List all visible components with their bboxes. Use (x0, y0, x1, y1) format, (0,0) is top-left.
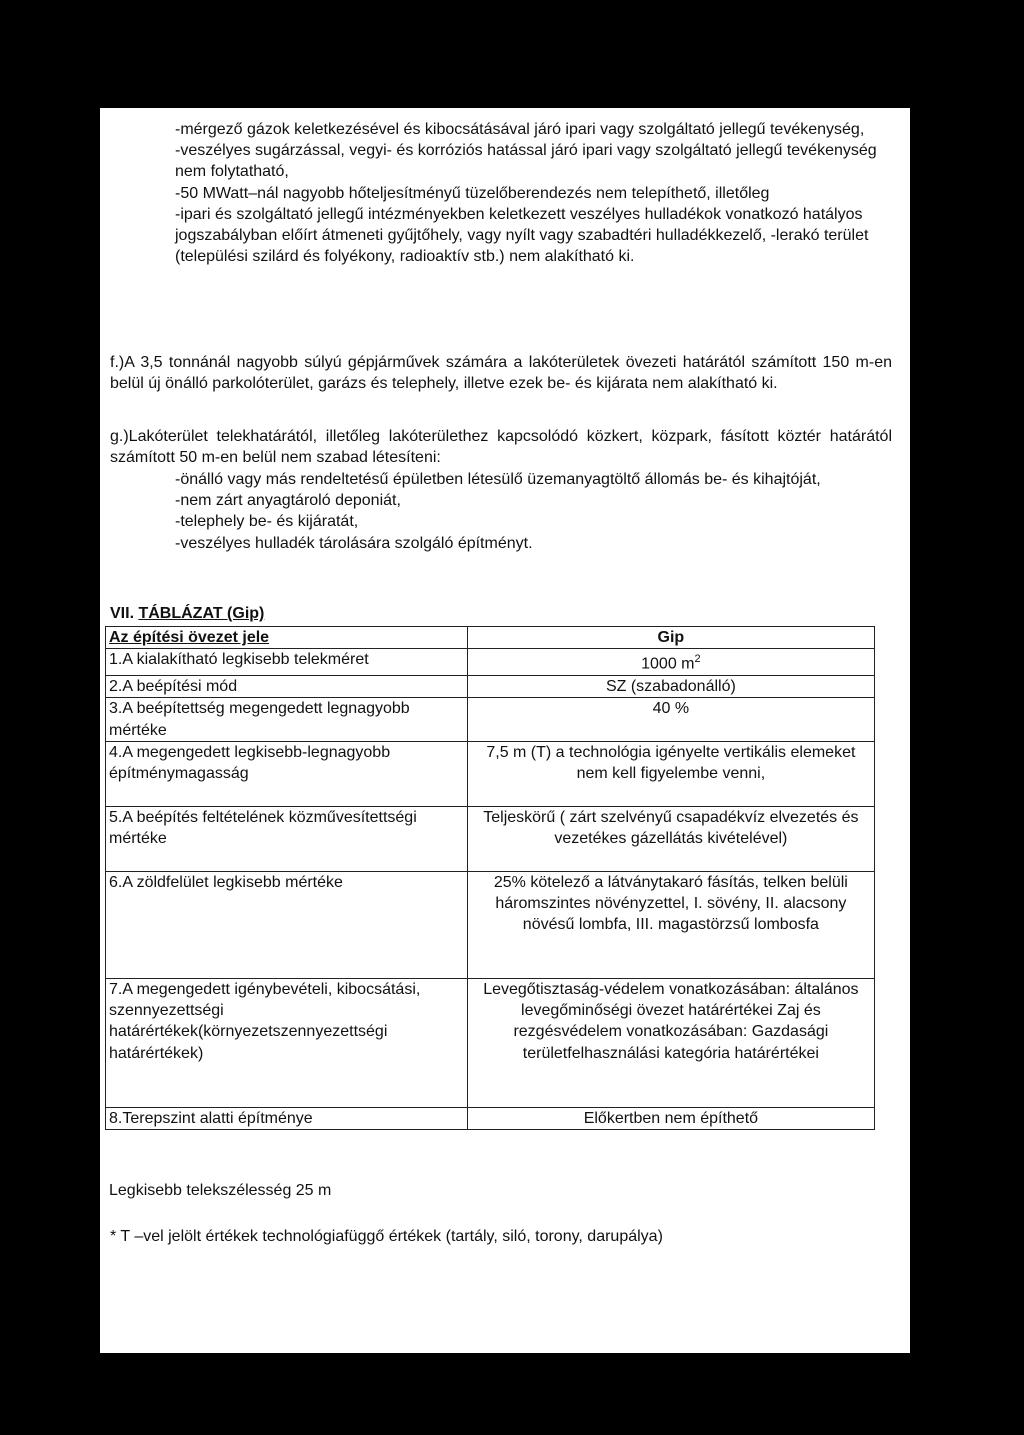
table-heading-number: VII. (110, 605, 135, 622)
table-row (106, 698, 875, 742)
list-item: -önálló vagy más rendeltetésű épületben létesülő üzemanyagtöltő állomás be- és kihajtóját, (175, 471, 821, 488)
prohibited-list (175, 469, 895, 554)
paragraph-f: f.)A 3,5 tonnánál nagyobb súlyú gépjárművek számára a lakóterületek övezeti határától számított 150 m-en belül új önálló parkolóterület, garázs és telephely, illetve ezek be- és kijárata nem alakítható ki. (110, 354, 892, 393)
list-item: -50 MWatt–nál nagyobb hőteljesítményű tüzelőberendezés nem telepíthető, illetőleg (175, 184, 770, 202)
list-item: -veszélyes sugárzással, vegyi- és korróziós hatással járó ipari vagy szolgáltató jellegű tevékenység nem folytatható, (175, 142, 877, 181)
row-value-cell: Előkertben nem építhető (467, 1107, 874, 1129)
restriction-list (175, 119, 895, 267)
row-value-cell (467, 649, 874, 676)
row-value-cell: Teljeskörű ( zárt szelvényű csapadékvíz elvezetés és vezetékes gázellátás kivételével) (467, 806, 874, 871)
table-row (106, 675, 875, 697)
row-key-cell: 4.A megengedett legkisebb-legnagyobb építménymagasság (106, 741, 468, 806)
table-row (106, 649, 875, 676)
row-key-cell: 6.A zöldfelület legkisebb mértéke (106, 871, 468, 978)
table-row (106, 741, 875, 806)
row-key-cell: 3.A beépítettség megengedett legnagyobb mértéke (106, 698, 468, 742)
table-heading-title: TÁBLÁZAT (Gip) (138, 605, 265, 622)
row-value-cell: 25% kötelező a látványtakaró fásítás, telken belüli háromszintes növényzettel, I. sövény, II. alacsony növésű lombfa, III. magastörzsű lombosfa (467, 871, 874, 978)
list-item: -ipari és szolgáltató jellegű intézményekben keletkezett veszélyes hulladékok vonatkozó hatályos jogszabályban előírt átmeneti gyűjtőhely, vagy nyílt vagy szabadtéri hulladékkezelő, -lerakó terület (települési szilárd és folyékony, radioaktív stb.) nem alakítható ki. (175, 205, 869, 266)
row-key-cell: 2.A beépítési mód (106, 675, 468, 697)
list-item: -mérgező gázok keletkezésével és kibocsátásával járó ipari vagy szolgáltató jellegű tevékenység, (175, 121, 865, 138)
row-value-cell: 7,5 m (T) a technológia igényelte vertikális elemeket nem kell figyelembe venni, (467, 741, 874, 806)
row-key-cell: 5.A beépítés feltételének közművesítettségi mértéke (106, 806, 468, 871)
row-value-cell: Levegőtisztaság-védelem vonatkozásában: általános levegőminőségi övezet határértékei Zaj és rezgésvédelem vonatkozásában: Gazdasági területfelhasználási kategória határértékei (467, 978, 874, 1107)
table-row (106, 978, 875, 1107)
row-key-cell: 8.Terepszint alatti építménye (106, 1107, 468, 1129)
table-row (106, 871, 875, 978)
min-plot-width: Legkisebb telekszélesség 25 m (109, 1182, 332, 1199)
row-value-cell: 40 % (467, 698, 874, 742)
row-key-cell: 1.A kialakítható legkisebb telekméret (106, 649, 468, 676)
paragraph-g: g.)Lakóterület telekhatárától, illetőleg lakóterülethez kapcsolódó közkert, közpark, fásított köztér határától számított 50 m-en belül nem szabad létesíteni: (110, 428, 892, 467)
table-row (106, 806, 875, 871)
row-key-cell: 7.A megengedett igénybevételi, kibocsátási, szennyezettségi határértékek(környezetszennyezettségi határértékek) (106, 978, 468, 1107)
header-value-cell: Gip (467, 627, 874, 649)
row-value-cell: SZ (szabadonálló) (467, 675, 874, 697)
row-value-text: 1000 m (641, 655, 695, 673)
table-header-row (106, 627, 875, 649)
list-item: -veszélyes hulladék tárolására szolgáló építményt. (175, 534, 533, 552)
document-page (100, 108, 910, 1353)
row-value-superscript: 2 (694, 653, 701, 666)
table-row (106, 1107, 875, 1129)
list-item: -nem zárt anyagtároló deponiát, (175, 492, 401, 510)
header-key-cell: Az építési övezet jele (106, 627, 468, 649)
list-item: -telephely be- és kijáratát, (175, 513, 359, 531)
zoning-table (105, 626, 875, 1130)
table-heading (110, 603, 264, 624)
footnote: * T –vel jelölt értékek technológiafüggő értékek (tartály, siló, torony, darupálya) (110, 1228, 663, 1245)
